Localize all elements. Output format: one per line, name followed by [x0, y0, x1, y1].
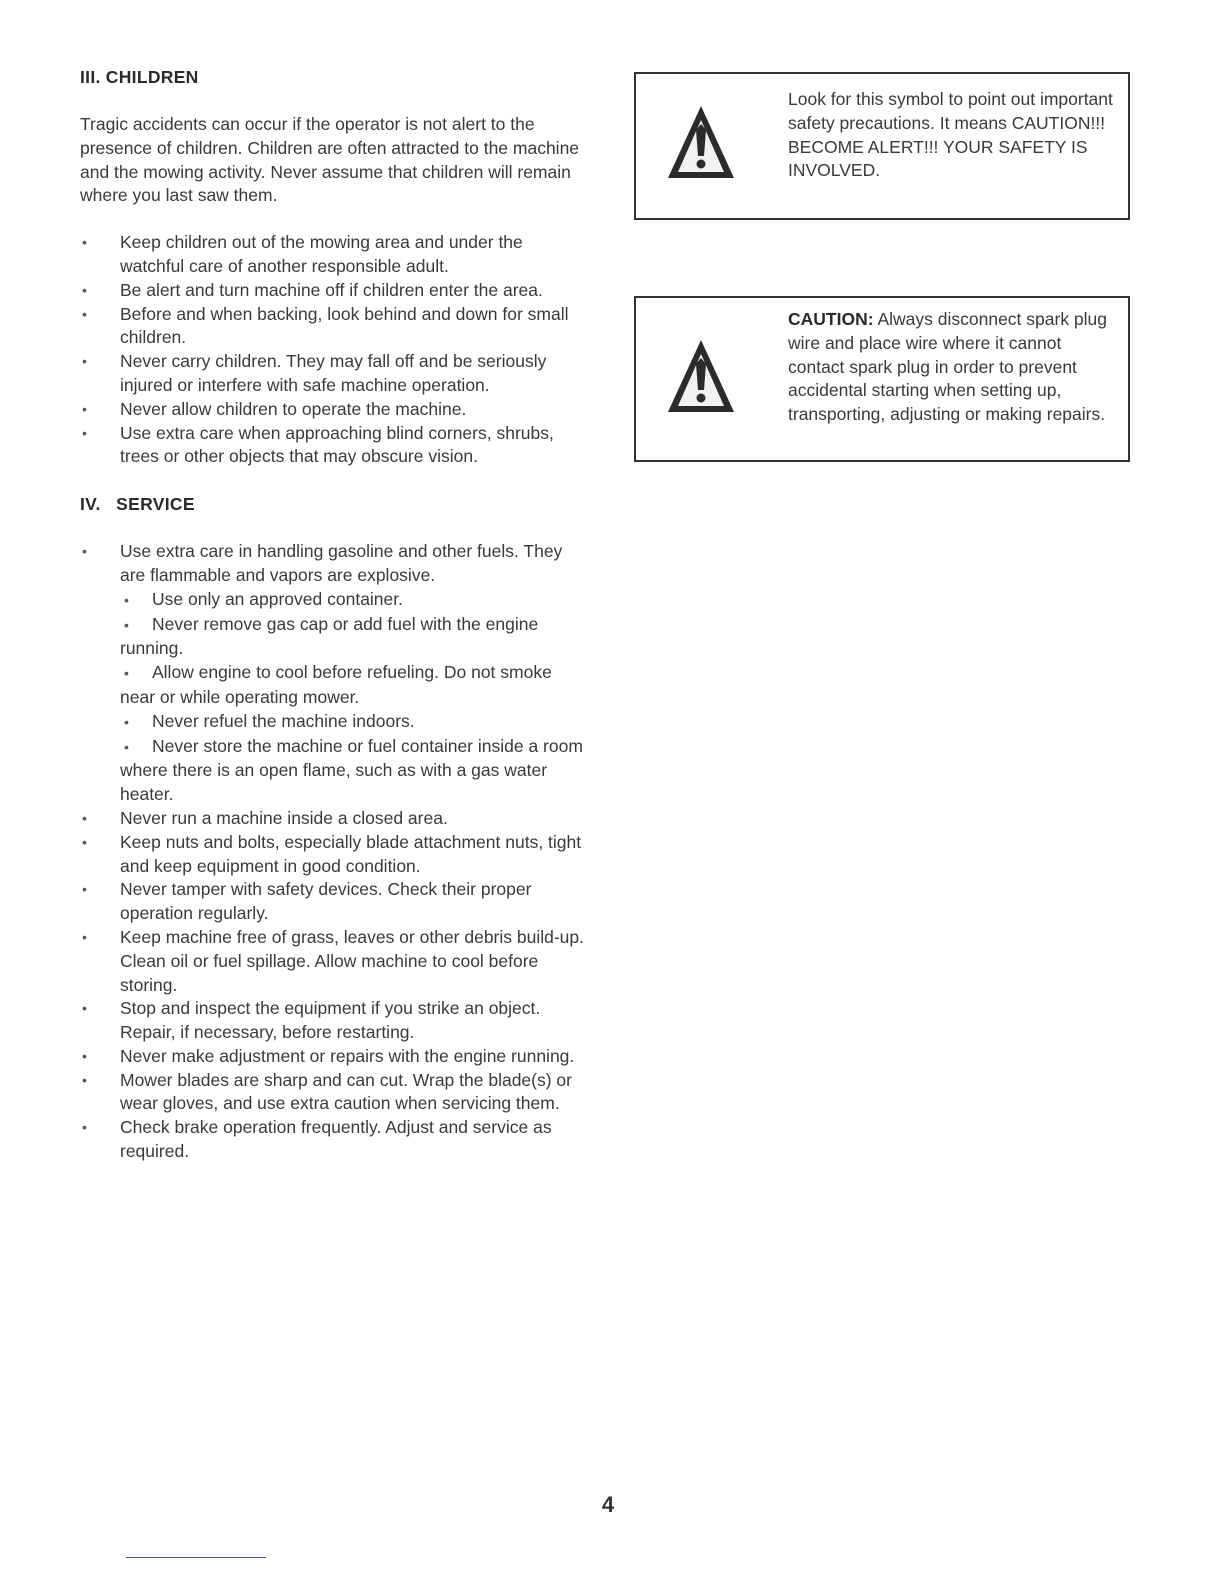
- list-item: [80, 540, 585, 807]
- children-intro: Tragic accidents can occur if the operator is not alert to the presence of children. Children are often attracted to the machine and the mowing activity. Never assume that children will remain where you last saw them.: [80, 114, 580, 206]
- list-item: • Keep machine free of grass, leaves or other debris build-up. Clean oil or fuel spillage. Allow machine to cool before storing.: [80, 926, 585, 997]
- list-item: • Mower blades are sharp and can cut. Wrap the blade(s) or wear gloves, and use extra caution when servicing them.: [80, 1069, 585, 1117]
- sub-list-item: • Never refuel the machine indoors.: [120, 710, 585, 735]
- list-item: • Never allow children to operate the machine.: [80, 398, 585, 422]
- service-bullet-list: [80, 540, 585, 1164]
- list-item: • Never run a machine inside a closed area.: [80, 807, 585, 831]
- caution-text-block: [788, 308, 1118, 427]
- list-item: • Keep nuts and bolts, especially blade attachment nuts, tight and keep equipment in good condition.: [80, 831, 585, 879]
- children-bullet-list: [80, 231, 585, 469]
- list-item: • Never tamper with safety devices. Check their proper operation regularly.: [80, 878, 585, 926]
- caution-body: Always disconnect spark plug wire and place wire where it cannot contact spark plug in order to prevent accidental starting when setting up, transporting, adjusting or making repairs.: [788, 309, 1108, 425]
- list-item: • Check brake operation frequently. Adjust and service as required.: [80, 1116, 585, 1164]
- list-item: • Keep children out of the mowing area and under the watchful care of another responsible adult.: [80, 231, 585, 279]
- service-heading: IV. SERVICE: [80, 494, 195, 515]
- list-item: • Use extra care when approaching blind corners, shrubs, trees or other objects that may obscure vision.: [80, 422, 585, 470]
- children-heading: III. CHILDREN: [80, 67, 199, 87]
- left-column: [80, 66, 585, 1164]
- sub-list-item: • Never remove gas cap or add fuel with the engine running.: [120, 613, 585, 662]
- list-item: • Never carry children. They may fall off and be seriously injured or interfere with safe machine operation.: [80, 350, 585, 398]
- footer-rule: [126, 1557, 266, 1558]
- caution-notice: [634, 296, 1130, 462]
- warning-triangle-icon: [666, 338, 736, 416]
- fuel-bullet-text: Use extra care in handling gasoline and other fuels. They are flammable and vapors are explosive.: [120, 541, 563, 585]
- list-item: • Never make adjustment or repairs with the engine running.: [80, 1045, 585, 1069]
- list-item: • Be alert and turn machine off if children enter the area.: [80, 279, 585, 303]
- sub-list-item: • Never store the machine or fuel container inside a room where there is an open flame, such as with a gas water heater.: [120, 735, 585, 807]
- sub-list-item: • Allow engine to cool before refueling. Do not smoke near or while operating mower.: [120, 661, 585, 710]
- list-item: • Stop and inspect the equipment if you strike an object. Repair, if necessary, before restarting.: [80, 997, 585, 1045]
- caution-label: CAUTION:: [788, 309, 874, 329]
- safety-symbol-text: Look for this symbol to point out important safety precautions. It means CAUTION!!! BECOME ALERT!!! YOUR SAFETY IS INVOLVED.: [788, 89, 1113, 181]
- sub-list-item: • Use only an approved container.: [120, 588, 585, 613]
- safety-symbol-notice: [634, 72, 1130, 220]
- page-number: 4: [601, 1492, 615, 1517]
- warning-triangle-icon: [666, 104, 736, 182]
- list-item: • Before and when backing, look behind and down for small children.: [80, 303, 585, 351]
